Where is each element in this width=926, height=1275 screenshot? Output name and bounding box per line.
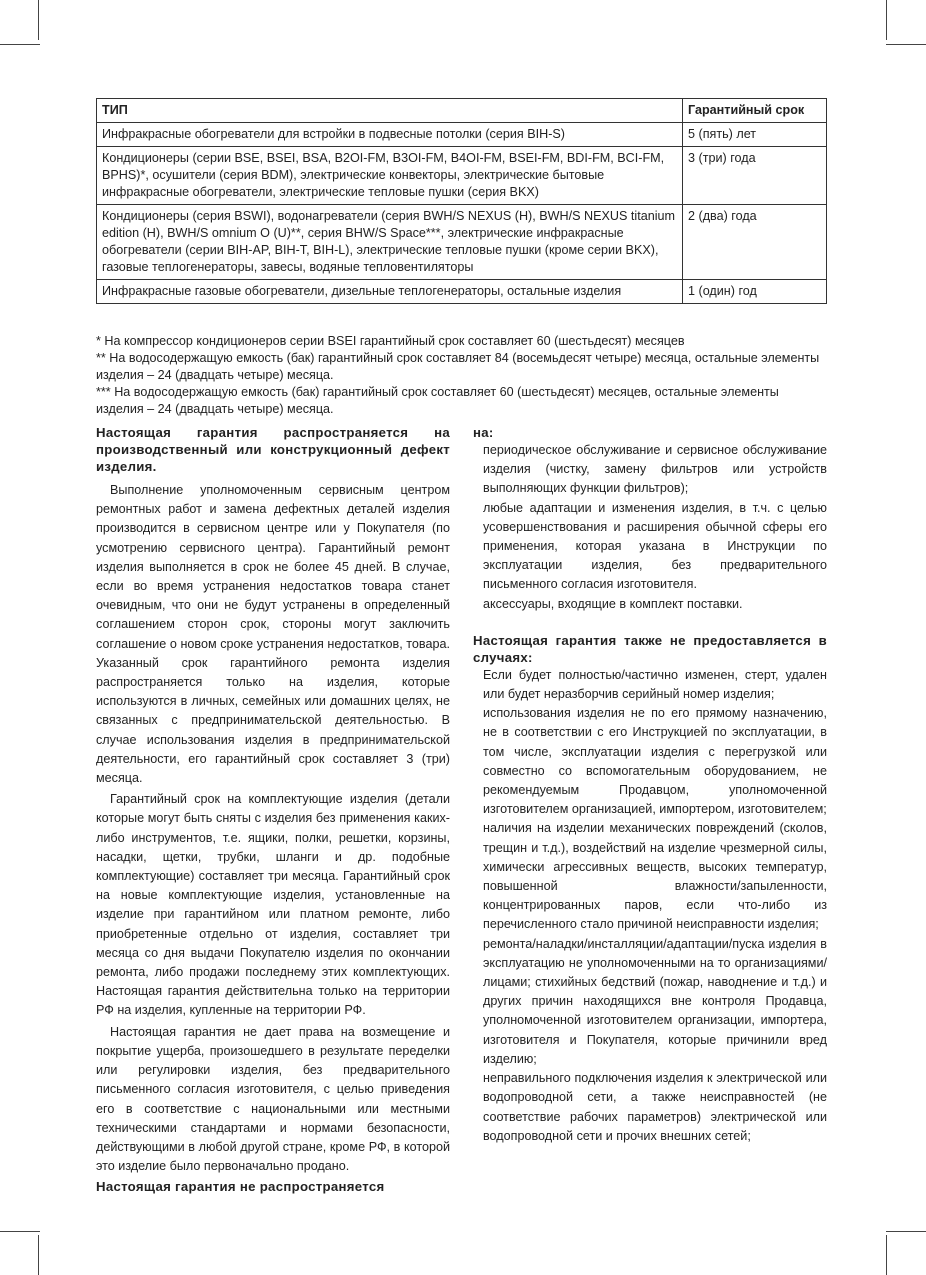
- crop-mark: [0, 44, 40, 45]
- header-term: Гарантийный срок: [683, 99, 827, 123]
- header-type: ТИП: [97, 99, 683, 123]
- footnote: ** На водосодержащую емкость (бак) гарантийный срок составляет 84 (восемьдесят четыре) месяца, остальные элементы изделия – 24 (двадцать четыре) месяца.: [96, 351, 820, 382]
- footnotes: [96, 333, 827, 418]
- crop-mark: [886, 44, 926, 45]
- row-type: Кондиционеры (серия BSWI), водонагреватели (серия BWH/S NEXUS (H), BWH/S NEXUS titanium edition (H), BWH/S omnium O (U)**, серия BHW/S Space***, электрические инфракрасные обогреватели (серии BIH-AP, BIH-T, BIH-L), электрические тепловые пушки (кроме серии BKX), газовые теплогенераторы, завесы, водяные тепловентиляторы: [97, 205, 683, 280]
- list-item: периодическое обслуживание и сервисное обслуживание изделия (чистку, замену фильтров или устройств выполняющих функции фильтров);: [483, 443, 827, 496]
- table-row: [97, 123, 827, 147]
- row-type: Кондиционеры (серии BSE, BSEI, BSA, B2OI-FM, B3OI-FM, B4OI-FM, BSEI-FM, BDI-FM, BCI-FM, BPHS)*, осушители (серия BDM), электрические конвекторы, электрические бытовые инфракрасные обогреватели, электрические тепловые пушки (серия BKX): [97, 147, 683, 205]
- crop-mark: [886, 1235, 887, 1275]
- left-column: [96, 424, 450, 1195]
- row-type: Инфракрасные газовые обогреватели, дизельные теплогенераторы, остальные изделия: [97, 280, 683, 304]
- section-heading: Настоящая гарантия также не предоставляется в случаях:: [473, 632, 827, 665]
- section-heading: Настоящая гарантия распространяется на производственный или конструкционный дефект изделия.: [96, 425, 450, 474]
- table-row: [97, 280, 827, 304]
- table-row: [97, 205, 827, 280]
- list-item: ремонта/наладки/инсталляции/адаптации/пуска изделия в эксплуатацию не уполномоченными на то организациями/лицами; стихийных бедствий (пожар, наводнение и т.д.) и других причин находящихся вне контроля Продавца, уполномоченной изготовителем организации, импортера, изготовителя и Покупателя, которые причинили вред изделию;: [483, 936, 827, 1066]
- paragraph: Гарантийный срок на комплектующие изделия (детали которые могут быть сняты с изделия без применения каких-либо инструментов, т.е. ящики, полки, решетки, корзины, насадки, щетки, трубки, шланги и др. подобные комплектующие) составляет три месяца. Гарантийный срок на новые комплектующие изделия, установленные на изделие при гарантийном или платном ремонте, либо приобретенные отдельно от изделия, составляет три месяца со дня выдачи Покупателю изделия по окончании ремонта, либо продажи последнему этих комплектующих. Настоящая гарантия действительна только на территории РФ на изделия, купленные на территории РФ.: [96, 792, 450, 1018]
- list-item: аксессуары, входящие в комплект поставки.: [483, 596, 743, 611]
- crop-mark: [886, 1231, 926, 1232]
- crop-mark: [886, 0, 887, 40]
- row-term: 3 (три) года: [683, 147, 827, 205]
- footnote: *** На водосодержащую емкость (бак) гарантийный срок составляет 60 (шестьдесят) месяцев, остальные элементы изделия – 24 (двадцать четыре) месяца.: [96, 385, 779, 416]
- paragraph: Выполнение уполномоченным сервисным центром ремонтных работ и замена дефектных деталей изделия производится в сервисном центре или у Покупателя (по усмотрению сервисного центра). Гарантийный ремонт изделия выполняется в срок не более 45 дней. В случае, если во время устранения недостатков товара станет очевидным, что они не будут устранены в определенный соглашением сторон срок, стороны могут заключить соглашение о новом сроке устранения недостатков, товара. Указанный срок гарантийного ремонта изделия распространяется только на изделия, которые используются в личных, семейных или домашних целях, не связанных с предпринимательской деятельностью. В случае использования изделия в предпринимательской деятельности, его гарантийный срок составляет 3 (три) месяца.: [96, 483, 450, 786]
- list-item: любые адаптации и изменения изделия, в т.ч. с целью усовершенствования и расширения обычной сферы его применения, которая указана в Инструкции по эксплуатации изделия, без предварительного письменного согласия изготовителя.: [483, 500, 827, 592]
- paragraph: Настоящая гарантия не дает права на возмещение и покрытие ущерба, произошедшего в результате переделки или регулировки изделия, без предварительного письменного согласия изготовителя, с целью приведения его в соответствие с национальными или местными техническими стандартами и нормами безопасности, действующими в любой другой стране, кроме РФ, в которой это изделие было первоначально продано.: [96, 1024, 450, 1174]
- row-term: 2 (два) года: [683, 205, 827, 280]
- list-item: наличия на изделии механических повреждений (сколов, трещин и т.д.), воздействий на изделие чрезмерной силы, химически агрессивных веществ, высоких температур, повышенной влажности/запыленности, концентрированных паров, если что-либо из перечисленного стало причиной неисправности изделия;: [483, 821, 827, 932]
- list-item: использования изделия не по его прямому назначению, не в соответствии с его Инструкцией по эксплуатации, в том числе, эксплуатации изделия с перегрузкой или совместно со вспомогательным оборудованием, не рекомендуемым Продавцом, уполномоченной изготовителем организацией, импортером, изготовителем;: [483, 706, 827, 817]
- list-item: неправильного подключения изделия к электрической или водопроводной сети, а также неисправностей (не соответствие рабочих параметров) электрической или водопроводной сети и прочих внешних сетей;: [483, 1071, 827, 1143]
- row-term: 5 (пять) лет: [683, 123, 827, 147]
- table-header-row: [97, 99, 827, 123]
- crop-mark: [0, 1231, 40, 1232]
- section-heading-continued: на:: [473, 425, 494, 440]
- warranty-table: [96, 98, 827, 304]
- right-column: [473, 424, 827, 1146]
- crop-mark: [38, 0, 39, 40]
- list-item: Если будет полностью/частично изменен, стерт, удален или будет неразборчив серийный номер изделия;: [483, 667, 827, 702]
- table-row: [97, 147, 827, 205]
- section-heading: Настоящая гарантия не распространяется: [96, 1179, 385, 1195]
- footnote: * На компрессор кондиционеров серии BSEI гарантийный срок составляет 60 (шестьдесят) месяцев: [96, 334, 685, 348]
- crop-mark: [38, 1235, 39, 1275]
- row-type: Инфракрасные обогреватели для встройки в подвесные потолки (серия BIH-S): [97, 123, 683, 147]
- spacer: [473, 614, 827, 632]
- row-term: 1 (один) год: [683, 280, 827, 304]
